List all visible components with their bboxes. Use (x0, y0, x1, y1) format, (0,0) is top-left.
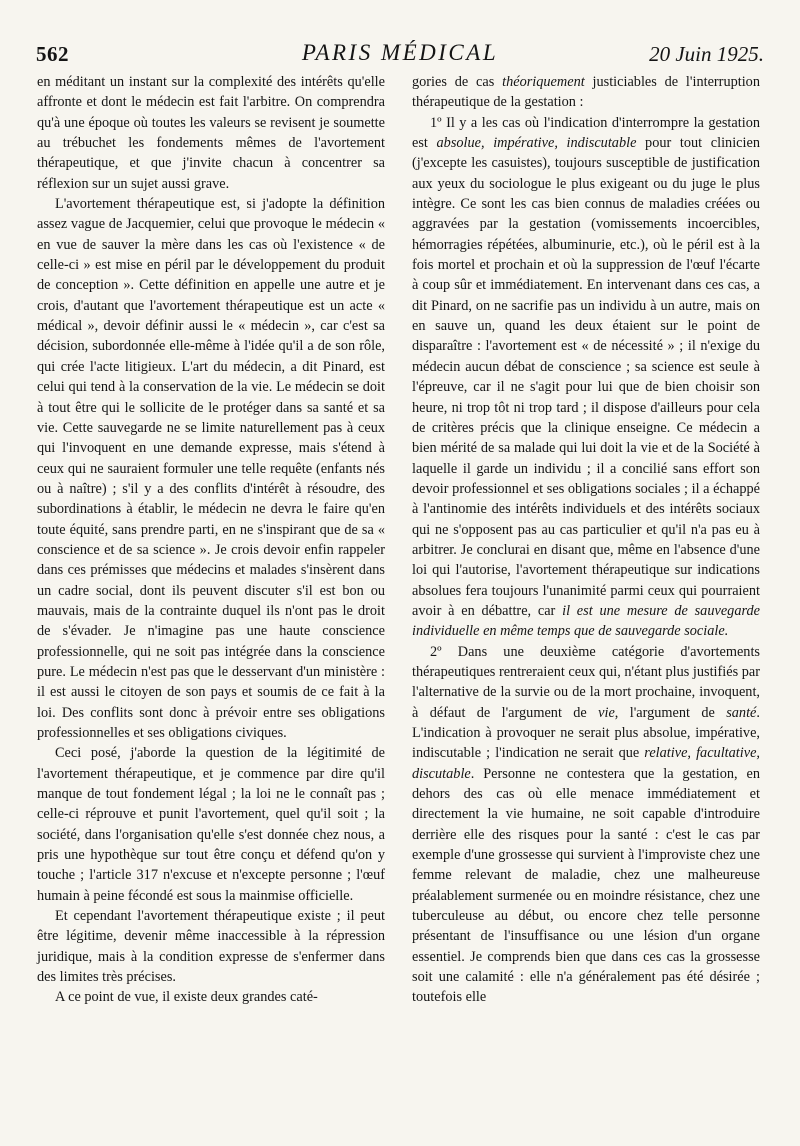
text-run: , l'argument de (614, 704, 727, 721)
text-run: gories de cas (412, 74, 503, 90)
paragraph (37, 987, 385, 1007)
paragraph (37, 72, 385, 194)
text-run: 2º Dans une deuxième catégorie d'avortements thérapeutiques rentreraient ceux qui, n'étant plus justifiés par l'alternative de la survie ou de la mort prochaine, invoquent, à défaut de l'argument de (412, 643, 760, 721)
paragraph (412, 642, 760, 1008)
italic-text: absolue, impérative, indiscutable (436, 135, 637, 152)
running-header (36, 38, 764, 68)
text-run: . L'indication à provoquer ne serait plus absolue, impérative, indiscutable ; l'indication ne serait que (412, 704, 760, 762)
text-run: 1º Il y a les cas où l'indication d'interrompre la gestation est (412, 114, 760, 152)
left-column (37, 72, 385, 1008)
paragraph (412, 72, 760, 113)
journal-title: PARIS MÉDICAL (301, 40, 499, 65)
paragraph (37, 743, 385, 906)
issue-date: 20 Juin 1925. (649, 42, 764, 66)
text-run: Ceci posé, j'aborde la question de la légitimité de l'avortement thérapeutique, et je commence par dire qu'il manque de tout fondement légal ; la loi ne le connaît pas ; celle-ci réprouve et punit l'avortement, quel qu'il soit ; la société, dans l'organisation qu'elle s'est donnée chez nous, a pris une hypothèque sur tout être conçu et défend qu'on y touche ; l'article 317 n'excuse et n'excepte personne ; l'œuf humain à peine fécondé est sous la mainmise officielle. (37, 745, 385, 904)
italic-text: il est une mesure de sauvegarde individuelle en même temps que de sauvegarde sociale. (412, 602, 760, 640)
text-run: L'avortement thérapeutique est, si j'adopte la définition assez vague de Jacquemier, celui que provoque le médecin « en vue de sauver la mère dans les cas où l'existence « de celle-ci » est mise en péril par le développement du produit de conception ». Cette définition en appelle une autre et je crois, d'autant que l'avortement thérapeutique est un acte « médical », devoir définir aussi le « médecin », car c'est sa décision, subordonnée elle-même à l'idée qu'il a de son rôle, qui crée l'acte litigieux. L'art du médecin, a dit Pinard, est celui qui tend à la conservation de la vie. Le médecin se doit à tout être qui le sollicite de le protéger dans sa santé et sa vie. Cette sauvegarde ne se limite naturellement pas à ceux qui l'invoquent en une demande expresse, mais s'étend à ceux qui ne sauraient formuler une telle requête (enfants nés ou à naître) ; s'il y a des conflits d'intérêt à résoudre, des subordinations à établir, le médecin ne devra le faire qu'en toute équité, sans prendre parti, en ne s'inspirant que de sa « conscience et de sa science ». Je crois devoir enfin rappeler dans ces prémisses que médecins et malades s'insèrent dans un cadre social, dont ils peuvent discuter s'il est bon ou mauvais, mais de la contrainte duquel ils n'ont pas le droit de s'évader. Je n'imagine pas une haute conscience professionnelle, qui ne soit pas intégrée dans la conscience pure. Le médecin n'est pas que le desservant d'un ministère : il est aussi le citoyen de son pays et soumis de ce fait à la loi. Des conflits sont donc à prévoir entre ses obligations professionnelles et ses obligations civiques. (37, 196, 385, 741)
text-run: justiciables de l'interruption thérapeutique de la gestation : (412, 74, 760, 111)
italic-text: vie (598, 704, 615, 721)
italic-text: théoriquement (502, 74, 585, 90)
text-run: pour tout clinicien (j'excepte les casuistes), toujours susceptible de justification aux yeux du sociologue le plus exigeant ou du juge le plus intègre. Ce sont les cas bien connus de maladies créées ou aggravées par la gestation (vomissements incoercibles, hémorragies répétées, albuminurie, etc.), où le péril est à la fois mortel et prochain et où la suppression de l'œuf l'écarte à coup sûr et immédiatement. En intervenant dans ces cas, a dit Pinard, on ne sacrifie pas un individu à un autre, mais on en sauve un, quand les deux étaient sur le point de disparaître : l'avortement est « de nécessité » ; il n'exige du médecin aucun débat de conscience ; sa science est seule à l'épreuve, car il ne s'agit pour lui que de bien choisir son heure, ni trop tôt ni trop tard ; il dispose d'ailleurs pour cela de critères précis que la clinique enseigne. Ce médecin a bien mérité de sa malade qui lui doit la vie et de la Société à laquelle il garde un individu ; il a concilié sans effort son devoir professionnel et ses obligations sociales ; il a échappé à l'antinomie des intérêts individuels et des intérêts sociaux qui ne s'opposent pas au cas particulier et qu'il n'a pas eu à arbitrer. Je conclurai en disant que, même en l'absence d'une loi qui l'autorise, l'avortement thérapeutique sur indications absolues fera toujours l'unanimité parmi ceux qui pourraient avoir à en débattre, car (412, 135, 760, 619)
paragraph (37, 906, 385, 987)
paragraph (412, 113, 760, 642)
paragraph (37, 194, 385, 743)
right-column (412, 72, 760, 1008)
text-run: en méditant un instant sur la complexité des intérêts qu'elle affronte et dont le médecin est fait l'arbitre. On comprendra qu'à une époque où toutes les valeurs se revisent je soumette au trébuchet les fondements mêmes de l'avortement thérapeutique, et que j'invite chacun à concentrer sa réflexion sur un sujet aussi grave. (37, 74, 385, 192)
text-run: A ce point de vue, il existe deux grandes caté- (55, 989, 318, 1006)
text-run: Et cependant l'avortement thérapeutique existe ; il peut être légitime, devenir même inaccessible à la répression juridique, mais à la condition expresse de s'enfermer dans des limites très précises. (37, 908, 385, 986)
italic-text: relative, facultative, discutable (412, 745, 760, 782)
italic-text: santé (726, 704, 757, 721)
text-run: . Personne ne contestera que la gestation, en dehors des cas où elle menace immédiatement et directement la vie humaine, ne soit capable d'introduire derrière elle des risques pour la santé : c'est le cas par exemple d'une grossesse qui survient à l'improviste chez une femme relevant de maladie, chez une malheureuse préalablement surmenée ou en moindre résistance, chez une tuberculeuse au début, ou encore chez telle personne présentant de l'insuffisance ou une lésion d'un organe essentiel. Je comprends bien que dans ces cas la grossesse soit une calamité : elle n'a généralement pas été désirée ; toutefois elle (412, 765, 760, 1006)
page-number: 562 (36, 42, 69, 66)
